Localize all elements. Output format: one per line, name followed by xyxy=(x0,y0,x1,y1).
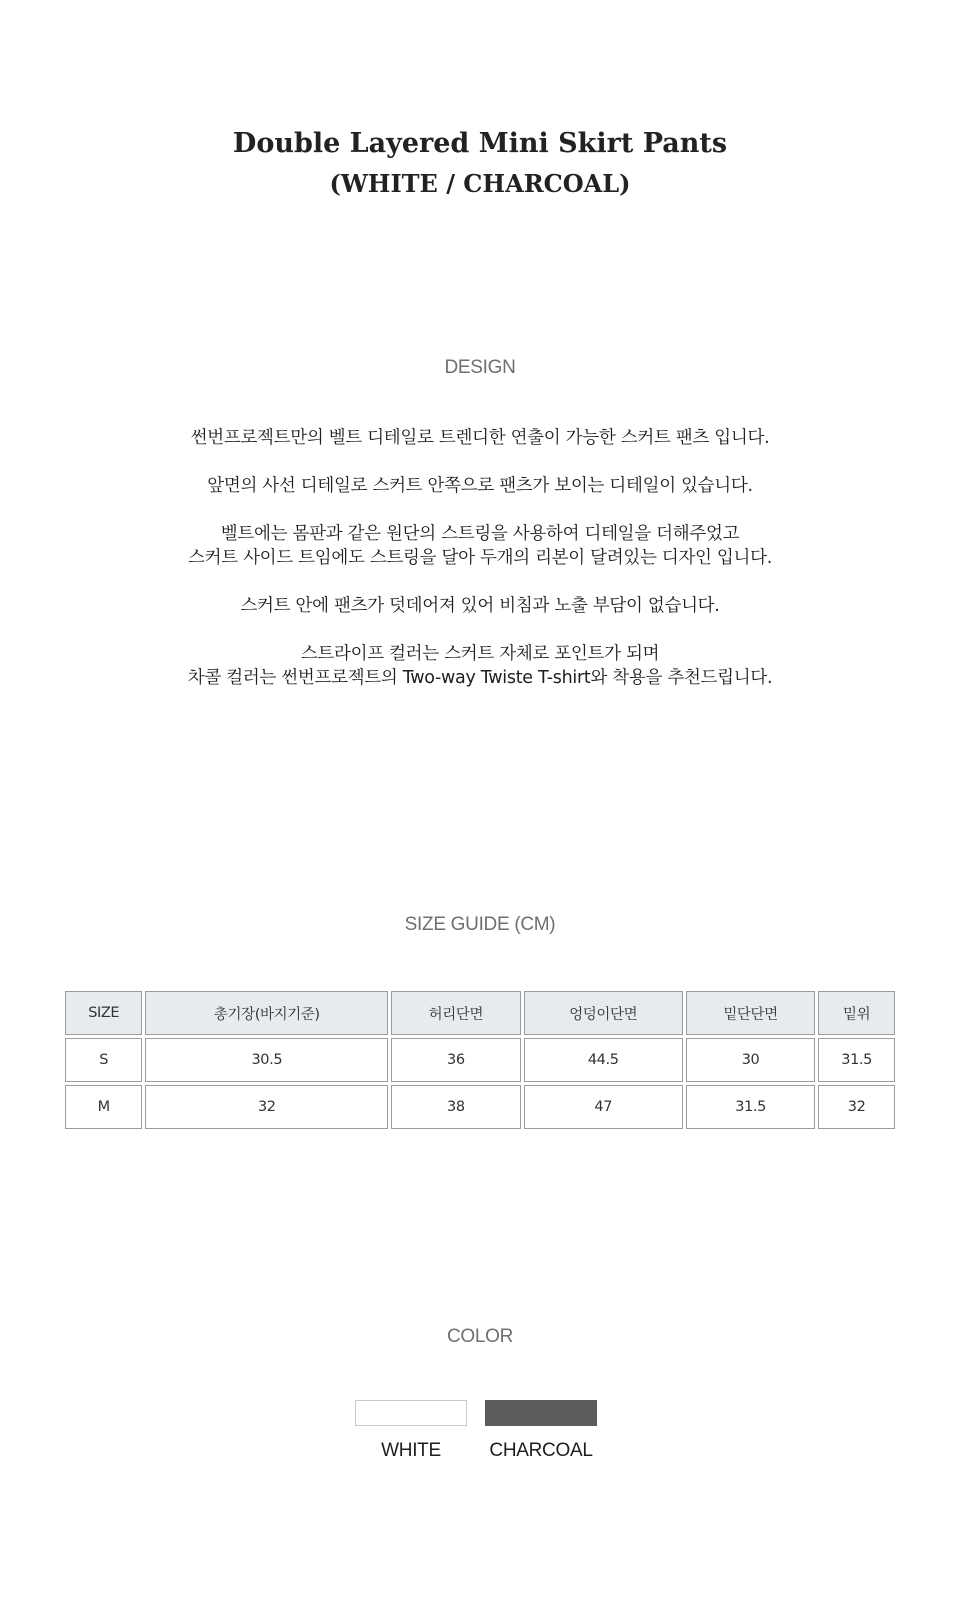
product-name: Double Layered Mini Skirt Pants xyxy=(232,128,728,159)
description-line: 차콜 컬러는 썬번프로젝트의 Two-way Twiste T-shirt와 착용을 추천드립니다. xyxy=(187,668,773,688)
table-cell: 38 xyxy=(391,1085,520,1129)
table-row xyxy=(65,1085,895,1129)
swatch-charcoal xyxy=(485,1400,597,1462)
description-paragraph xyxy=(0,642,960,690)
table-cell: 36 xyxy=(391,1038,520,1082)
description-paragraph xyxy=(0,522,960,570)
table-cell: 30 xyxy=(686,1038,815,1082)
design-description xyxy=(0,426,960,714)
description-line: 앞면의 사선 디테일로 스커트 안쪽으로 팬츠가 보이는 디테일이 있습니다. xyxy=(207,476,753,496)
table-cell: 31.5 xyxy=(818,1038,895,1082)
header-cell-hip: 엉덩이단면 xyxy=(524,991,683,1035)
color-swatches xyxy=(355,1400,605,1480)
header-cell-waist: 허리단면 xyxy=(391,991,520,1035)
swatch-white xyxy=(355,1400,467,1462)
design-heading: DESIGN xyxy=(444,357,516,378)
size-table xyxy=(62,988,898,1132)
table-cell: S xyxy=(65,1038,142,1082)
product-colors: (WHITE / CHARCOAL) xyxy=(329,169,631,198)
description-line: 벨트에는 몸판과 같은 원단의 스트링을 사용하여 디테일을 더해주었고 xyxy=(220,524,740,544)
swatch-charcoal-box xyxy=(485,1400,597,1426)
size-guide-heading: SIZE GUIDE (CM) xyxy=(404,914,556,935)
table-cell: 32 xyxy=(818,1085,895,1129)
table-cell: 32 xyxy=(145,1085,388,1129)
description-paragraph xyxy=(0,594,960,618)
description-line: 썬번프로젝트만의 벨트 디테일로 트렌디한 연출이 가능한 스커트 팬츠 입니다. xyxy=(190,428,770,448)
description-paragraph xyxy=(0,426,960,450)
table-cell: 30.5 xyxy=(145,1038,388,1082)
swatch-white-box xyxy=(355,1400,467,1426)
product-title xyxy=(0,124,960,204)
header-cell-hem: 밑단단면 xyxy=(686,991,815,1035)
description-line: 스커트 사이드 트임에도 스트링을 달아 두개의 리본이 달려있는 디자인 입니다. xyxy=(188,548,772,568)
swatch-white-label: WHITE xyxy=(381,1440,441,1461)
description-line: 스커트 안에 팬츠가 덧데어져 있어 비침과 노출 부담이 없습니다. xyxy=(240,596,720,616)
table-cell: 44.5 xyxy=(524,1038,683,1082)
description-line: 스트라이프 컬러는 스커트 자체로 포인트가 되며 xyxy=(300,644,660,664)
swatch-charcoal-label: CHARCOAL xyxy=(489,1440,593,1461)
table-row xyxy=(65,1038,895,1082)
color-heading: COLOR xyxy=(446,1326,514,1347)
header-cell-size: SIZE xyxy=(65,991,142,1035)
header-cell-rise: 밑위 xyxy=(818,991,895,1035)
table-cell: 31.5 xyxy=(686,1085,815,1129)
description-paragraph xyxy=(0,474,960,498)
size-table-header-row xyxy=(65,991,895,1035)
header-cell-total-length: 총기장(바지기준) xyxy=(145,991,388,1035)
table-cell: 47 xyxy=(524,1085,683,1129)
table-cell: M xyxy=(65,1085,142,1129)
